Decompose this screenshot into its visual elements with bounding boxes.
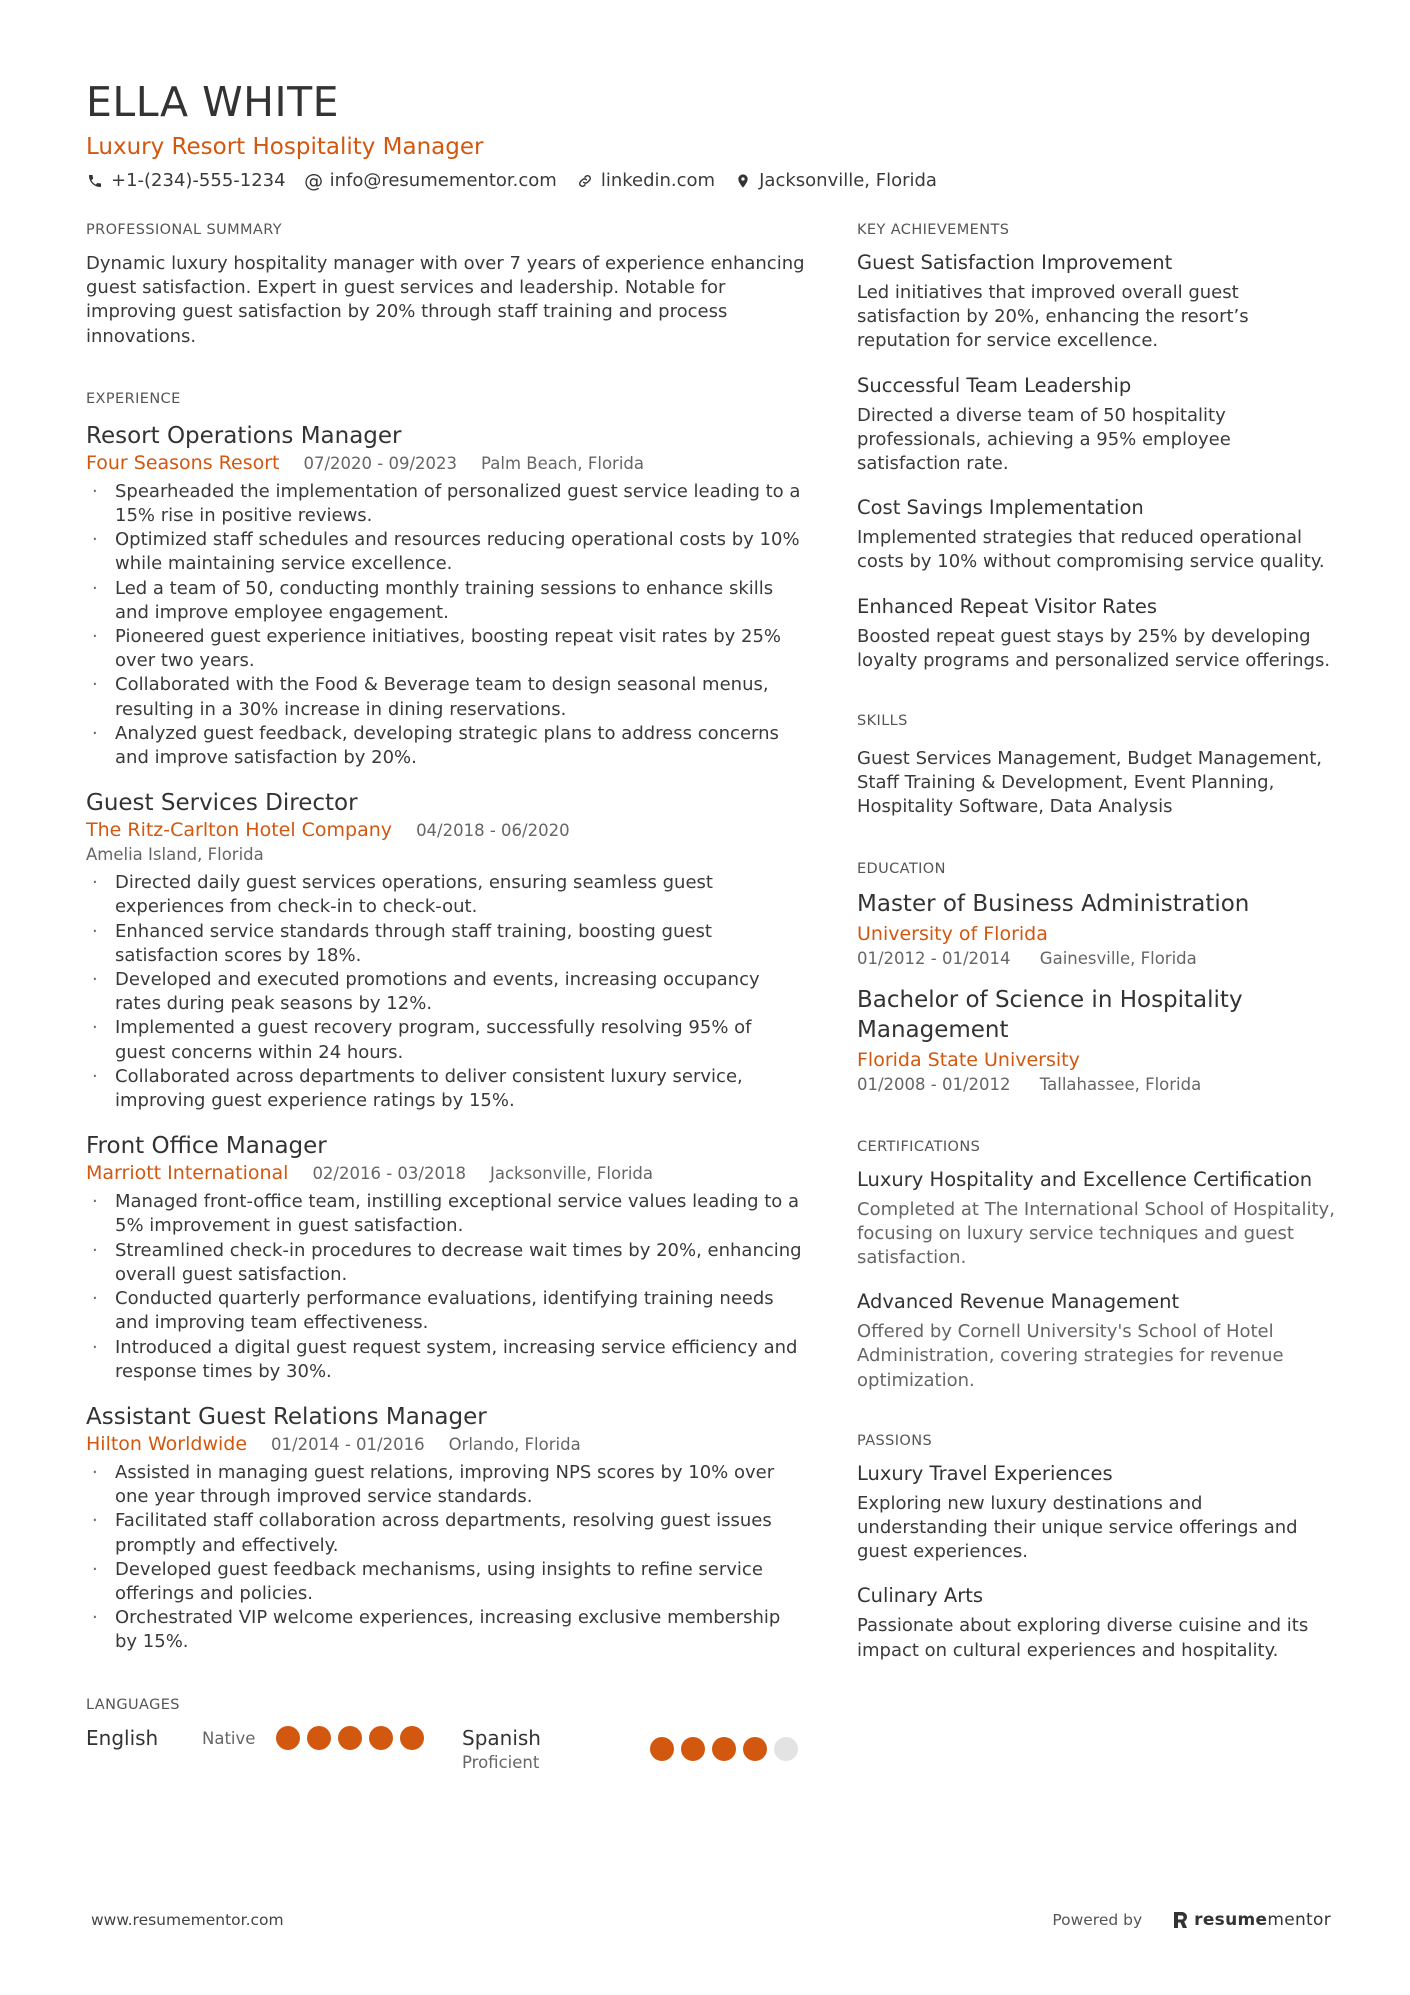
summary-text: Dynamic luxury hospitality manager with over 7 years of experience enhancing guest satisfaction. Expert in guest services and leadership. Notable for improving guest satisfaction by 20% through staff training and process innovations. — [86, 253, 805, 347]
job-entry — [86, 1402, 806, 1655]
job-location: Jacksonville, Florida — [489, 1164, 654, 1184]
passion-item — [857, 1461, 1337, 1565]
achievement-title: Successful Team Leadership — [857, 373, 1132, 397]
job-title: Guest Services Director — [86, 790, 358, 817]
education-meta — [857, 947, 1337, 971]
achievement-title: Cost Savings Implementation — [857, 496, 1144, 520]
job-bullet: · Optimized staff schedules and resources reducing operational costs by 10% while maintaining service excellence. — [86, 528, 806, 576]
achievement-desc: Boosted repeat guest stays by 25% by developing loyalty programs and personalized service offerings. — [857, 625, 1331, 671]
rating-dot-filled — [400, 1726, 424, 1750]
rating-dot-filled — [681, 1737, 705, 1761]
job-bullet: · Developed guest feedback mechanisms, using insights to refine service offerings and policies. — [86, 1558, 806, 1606]
job-title: Front Office Manager — [86, 1133, 327, 1160]
summary-section — [86, 220, 806, 349]
languages-heading: LANGUAGES — [86, 1696, 180, 1713]
education-heading: EDUCATION — [857, 860, 946, 877]
certification-title: Advanced Revenue Management — [857, 1290, 1180, 1314]
skills-section — [857, 711, 1337, 820]
rating-dot-filled — [307, 1726, 331, 1750]
achievements-heading: KEY ACHIEVEMENTS — [857, 222, 1010, 238]
achievement-item — [857, 495, 1337, 574]
education-location: Tallahassee, Florida — [1039, 1074, 1202, 1094]
achievement-title: Guest Satisfaction Improvement — [857, 251, 1173, 274]
powered-by — [1052, 1910, 1331, 1930]
email-text: info@resumementor.com — [329, 170, 557, 191]
language-spanish — [462, 1725, 805, 1775]
certification-item — [857, 1289, 1337, 1393]
rating-dot-filled — [743, 1737, 767, 1761]
passion-title: Culinary Arts — [857, 1584, 984, 1608]
job-dates: 02/2016 - 03/2018 — [312, 1164, 466, 1184]
job-company: Four Seasons Resort — [86, 451, 280, 474]
job-dates: 01/2014 - 01/2016 — [271, 1434, 425, 1454]
job-bullet: · Pioneered guest experience initiatives, boosting repeat visit rates by 25% over two years. — [86, 625, 806, 673]
achievements-section — [857, 220, 1337, 673]
languages-section — [86, 1695, 806, 1775]
location-text: Jacksonville, Florida — [759, 170, 937, 191]
rating-dot-filled — [369, 1726, 393, 1750]
contact-linkedin[interactable] — [576, 168, 715, 194]
job-bullet: · Streamlined check-in procedures to decrease wait times by 20%, enhancing overall guest satisfaction. — [86, 1239, 806, 1287]
certification-desc: Offered by Cornell University's School of Hotel Administration, covering strategies for revenue optimization. — [857, 1321, 1284, 1391]
education-section — [857, 859, 1337, 1097]
brand-bold-text: resume — [1194, 1910, 1268, 1930]
job-meta — [86, 1161, 806, 1186]
language-rating — [650, 1725, 805, 1761]
rating-dot-filled — [650, 1737, 674, 1761]
job-bullet: · Introduced a digital guest request system, increasing service efficiency and response times by 30%. — [86, 1336, 806, 1384]
job-meta — [86, 818, 806, 867]
brand-rest-text: mentor — [1267, 1910, 1331, 1930]
job-bullet: · Managed front-office team, instilling exceptional service values leading to a 5% improvement in guest satisfaction. — [86, 1190, 806, 1238]
job-bullet: · Analyzed guest feedback, developing strategic plans to address concerns and improve satisfaction by 20%. — [86, 722, 806, 770]
achievement-item — [857, 594, 1337, 673]
achievement-item — [857, 373, 1337, 477]
job-meta — [86, 451, 806, 476]
contact-email[interactable] — [305, 168, 557, 194]
job-bullet: · Collaborated across departments to deliver consistent luxury service, improving guest experience ratings by 15%. — [86, 1065, 806, 1113]
job-bullet: · Enhanced service standards through staff training, boosting guest satisfaction scores by 18%. — [86, 920, 806, 968]
phone-text: +1-(234)-555-1234 — [111, 170, 286, 191]
certifications-heading: CERTIFICATIONS — [857, 1138, 981, 1155]
resumementor-logo-icon — [1172, 1911, 1188, 1929]
linkedin-text: linkedin.com — [600, 170, 716, 191]
passion-desc: Passionate about exploring diverse cuisine and its impact on cultural experiences and hospitality. — [857, 1615, 1309, 1661]
job-bullet: · Collaborated with the Food & Beverage team to design seasonal menus, resulting in a 30% increase in dining reservations. — [86, 673, 806, 721]
location-pin-icon — [734, 172, 752, 190]
skills-heading: SKILLS — [857, 713, 908, 730]
achievement-title: Enhanced Repeat Visitor Rates — [857, 594, 1158, 618]
contact-location — [734, 168, 937, 194]
job-company: Marriott International — [86, 1162, 289, 1185]
job-bullet: · Directed daily guest services operations, ensuring seamless guest experiences from check-in to check-out. — [86, 871, 806, 919]
job-meta — [86, 1432, 806, 1457]
candidate-name: ELLA WHITE — [86, 78, 340, 126]
contact-row — [86, 168, 1336, 194]
job-entry — [86, 1131, 806, 1384]
job-entry — [86, 788, 806, 1113]
experience-heading: EXPERIENCE — [86, 390, 181, 407]
passion-item — [857, 1583, 1337, 1662]
job-entry — [86, 421, 806, 770]
job-title: Assistant Guest Relations Manager — [86, 1403, 487, 1430]
summary-heading: PROFESSIONAL SUMMARY — [86, 222, 283, 238]
link-icon — [576, 172, 594, 190]
job-dates: 04/2018 - 06/2020 — [416, 821, 570, 841]
job-bullet: · Assisted in managing guest relations, improving NPS scores by 10% over one year through improved service standards. — [86, 1461, 806, 1509]
candidate-title: Luxury Resort Hospitality Manager — [86, 134, 484, 160]
job-company: The Ritz-Carlton Hotel Company — [86, 819, 393, 842]
powered-by-label: Powered by — [1052, 1911, 1143, 1929]
footer-website[interactable]: www.resumementor.com — [91, 1911, 284, 1929]
education-degree: Bachelor of Science in Hospitality Management — [857, 986, 1243, 1043]
job-location: Orlando, Florida — [448, 1434, 581, 1454]
education-dates: 01/2008 - 01/2012 — [857, 1074, 1011, 1094]
achievement-desc: Directed a diverse team of 50 hospitality professionals, achieving a 95% employee satisfaction rate. — [857, 404, 1231, 475]
certification-desc: Completed at The International School of Hospitality, focusing on luxury service techniques and guest satisfaction. — [857, 1198, 1335, 1269]
job-bullet: · Facilitated staff collaboration across departments, resolving guest issues promptly and effectively. — [86, 1509, 806, 1557]
rating-dot-filled — [712, 1737, 736, 1761]
education-degree: Master of Business Administration — [857, 890, 1250, 917]
languages-row — [86, 1725, 806, 1775]
phone-icon — [86, 172, 104, 190]
at-icon: @ — [304, 170, 324, 192]
passions-heading: PASSIONS — [857, 1432, 933, 1449]
job-location: Palm Beach, Florida — [481, 453, 644, 473]
education-location: Gainesville, Florida — [1039, 948, 1197, 968]
job-bullet: · Spearheaded the implementation of personalized guest service leading to a 15% rise in positive reviews. — [86, 480, 806, 528]
passions-section — [857, 1431, 1337, 1663]
certification-item — [857, 1167, 1337, 1271]
passion-desc: Exploring new luxury destinations and understanding their unique service offerings and guest experiences. — [857, 1492, 1298, 1563]
language-level: Native — [202, 1728, 256, 1748]
achievement-desc: Implemented strategies that reduced operational costs by 10% without compromising service quality. — [857, 527, 1325, 573]
brand-logo[interactable] — [1172, 1910, 1331, 1930]
education-item — [857, 985, 1337, 1097]
job-location: Amelia Island, Florida — [86, 845, 264, 865]
language-name: Spanish — [462, 1725, 541, 1750]
job-bullet: · Developed and executed promotions and events, increasing occupancy rates during peak seasons by 12%. — [86, 968, 806, 1016]
job-bullet: · Orchestrated VIP welcome experiences, increasing exclusive membership by 15%. — [86, 1606, 806, 1654]
education-item — [857, 889, 1337, 971]
experience-section — [86, 389, 806, 1655]
education-school: Florida State University — [857, 1048, 1080, 1071]
education-dates: 01/2012 - 01/2014 — [857, 948, 1011, 968]
rating-dot-empty — [774, 1737, 798, 1761]
job-bullet: · Led a team of 50, conducting monthly training sessions to enhance skills and improve employee engagement. — [86, 577, 806, 625]
language-level: Proficient — [462, 1752, 540, 1772]
right-column — [857, 220, 1337, 1663]
certification-title: Luxury Hospitality and Excellence Certification — [857, 1167, 1313, 1191]
job-bullet: · Conducted quarterly performance evaluations, identifying training needs and improving team effectiveness. — [86, 1287, 806, 1335]
contact-phone — [86, 168, 286, 194]
achievement-desc: Led initiatives that improved overall guest satisfaction by 20%, enhancing the resort’s reputation for service excellence. — [857, 282, 1249, 352]
job-bullets — [86, 1190, 806, 1384]
job-bullet: · Implemented a guest recovery program, successfully resolving 95% of guest concerns within 24 hours. — [86, 1016, 806, 1064]
job-bullets — [86, 480, 806, 770]
job-bullets — [86, 871, 806, 1113]
skills-text: Guest Services Management, Budget Management, Staff Training & Development, Event Planning, Hospitality Software, Data Analysis — [857, 748, 1322, 818]
job-title: Resort Operations Manager — [86, 422, 402, 449]
resume-header — [86, 78, 1336, 194]
education-school: University of Florida — [857, 922, 1048, 945]
rating-dot-filled — [276, 1726, 300, 1750]
certifications-section — [857, 1137, 1337, 1393]
language-name: English — [86, 1725, 159, 1750]
education-meta — [857, 1073, 1337, 1097]
job-company: Hilton Worldwide — [86, 1432, 248, 1455]
rating-dot-filled — [338, 1726, 362, 1750]
job-bullets — [86, 1461, 806, 1655]
left-column — [86, 220, 806, 1775]
page-footer — [91, 1910, 1331, 1930]
achievement-item — [857, 250, 1337, 354]
passion-title: Luxury Travel Experiences — [857, 1461, 1113, 1485]
job-dates: 07/2020 - 09/2023 — [303, 453, 458, 473]
language-english — [86, 1725, 462, 1751]
language-rating — [276, 1725, 431, 1750]
